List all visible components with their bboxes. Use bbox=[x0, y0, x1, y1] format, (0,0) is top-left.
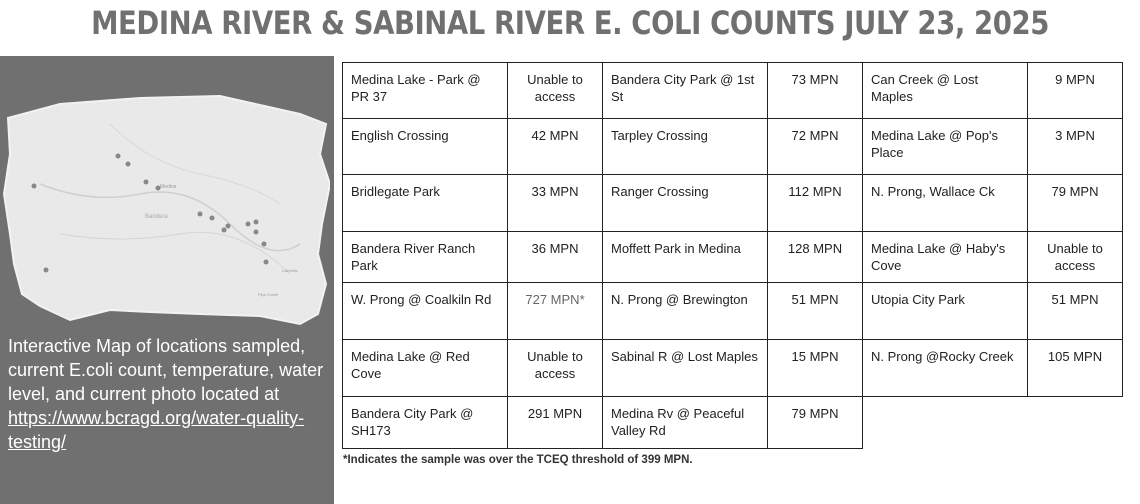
empty-cell bbox=[863, 397, 1028, 449]
table-row bbox=[343, 283, 1123, 340]
map-label-pipe-creek: Pipe Creek bbox=[258, 292, 278, 297]
location-cell: Medina Lake - Park @ PR 37 bbox=[343, 63, 508, 119]
sample-marker[interactable] bbox=[144, 180, 149, 185]
map-land bbox=[4, 96, 330, 324]
count-cell: Unable to access bbox=[508, 340, 603, 397]
table-row bbox=[343, 175, 1123, 232]
location-cell: Medina Lake @ Haby's Cove bbox=[863, 232, 1028, 283]
sample-marker[interactable] bbox=[32, 184, 37, 189]
count-cell: Unable to access bbox=[508, 63, 603, 119]
count-cell: 3 MPN bbox=[1028, 119, 1123, 175]
location-cell: N. Prong @Rocky Creek bbox=[863, 340, 1028, 397]
location-cell: Can Creek @ Lost Maples bbox=[863, 63, 1028, 119]
table-row bbox=[343, 232, 1123, 283]
sample-marker[interactable] bbox=[246, 222, 251, 227]
sample-marker[interactable] bbox=[262, 242, 267, 247]
location-cell: Medina Lake @ Pop's Place bbox=[863, 119, 1028, 175]
map-panel bbox=[0, 56, 334, 504]
count-cell: 105 MPN bbox=[1028, 340, 1123, 397]
location-cell: Bridlegate Park bbox=[343, 175, 508, 232]
sample-marker[interactable] bbox=[126, 162, 131, 167]
sample-marker[interactable] bbox=[222, 228, 227, 233]
location-cell: Utopia City Park bbox=[863, 283, 1028, 340]
count-cell: 291 MPN bbox=[508, 397, 603, 449]
location-map[interactable] bbox=[0, 84, 330, 346]
location-cell: Bandera City Park @ 1st St bbox=[603, 63, 768, 119]
count-cell: 36 MPN bbox=[508, 232, 603, 283]
sample-marker[interactable] bbox=[254, 220, 259, 225]
location-cell: Tarpley Crossing bbox=[603, 119, 768, 175]
sample-marker[interactable] bbox=[264, 260, 269, 265]
sample-marker[interactable] bbox=[156, 186, 161, 191]
location-cell: Bandera City Park @ SH173 bbox=[343, 397, 508, 449]
location-cell: Medina Rv @ Peaceful Valley Rd bbox=[603, 397, 768, 449]
count-cell: 73 MPN bbox=[768, 63, 863, 119]
table-row bbox=[343, 119, 1123, 175]
sample-marker[interactable] bbox=[254, 230, 259, 235]
count-cell: Unable to access bbox=[1028, 232, 1123, 283]
sample-marker[interactable] bbox=[226, 224, 231, 229]
count-cell: 51 MPN bbox=[768, 283, 863, 340]
map-caption bbox=[8, 334, 326, 454]
map-label-bandera: Bandera bbox=[145, 214, 168, 220]
location-cell: Ranger Crossing bbox=[603, 175, 768, 232]
count-cell: 42 MPN bbox=[508, 119, 603, 175]
count-cell: 79 MPN bbox=[768, 397, 863, 449]
location-cell: W. Prong @ Coalkiln Rd bbox=[343, 283, 508, 340]
location-cell: Sabinal R @ Lost Maples bbox=[603, 340, 768, 397]
location-cell: English Crossing bbox=[343, 119, 508, 175]
location-cell: Medina Lake @ Red Cove bbox=[343, 340, 508, 397]
water-quality-link[interactable]: https://www.bcragd.org/water-quality-testing/ bbox=[8, 408, 305, 452]
page-title: MEDINA RIVER & SABINAL RIVER E. COLI COUNTS JULY 23, 2025 bbox=[91, 4, 1049, 42]
caption-text: Interactive Map of locations sampled, current E.coli count, temperature, water level, and current photo located at bbox=[8, 336, 324, 404]
map-label-medina: Medina bbox=[160, 184, 177, 190]
count-cell: 128 MPN bbox=[768, 232, 863, 283]
sample-marker[interactable] bbox=[198, 212, 203, 217]
count-cell: 79 MPN bbox=[1028, 175, 1123, 232]
map-label-lakehills: Lakehills bbox=[282, 268, 298, 273]
location-cell: N. Prong, Wallace Ck bbox=[863, 175, 1028, 232]
ecoli-counts-table bbox=[342, 62, 1123, 449]
sample-marker[interactable] bbox=[44, 268, 49, 273]
empty-cell bbox=[1028, 397, 1123, 449]
location-cell: N. Prong @ Brewington bbox=[603, 283, 768, 340]
count-cell: 33 MPN bbox=[508, 175, 603, 232]
count-cell: 51 MPN bbox=[1028, 283, 1123, 340]
count-cell: 112 MPN bbox=[768, 175, 863, 232]
table-row bbox=[343, 63, 1123, 119]
table-row bbox=[343, 340, 1123, 397]
threshold-footnote: *Indicates the sample was over the TCEQ threshold of 399 MPN. bbox=[343, 454, 693, 466]
count-cell-over-threshold: 727 MPN* bbox=[508, 283, 603, 340]
count-cell: 15 MPN bbox=[768, 340, 863, 397]
table-row bbox=[343, 397, 1123, 449]
sample-marker[interactable] bbox=[210, 216, 215, 221]
location-cell: Moffett Park in Medina bbox=[603, 232, 768, 283]
sample-marker[interactable] bbox=[116, 154, 121, 159]
count-cell: 72 MPN bbox=[768, 119, 863, 175]
location-cell: Bandera River Ranch Park bbox=[343, 232, 508, 283]
count-cell: 9 MPN bbox=[1028, 63, 1123, 119]
